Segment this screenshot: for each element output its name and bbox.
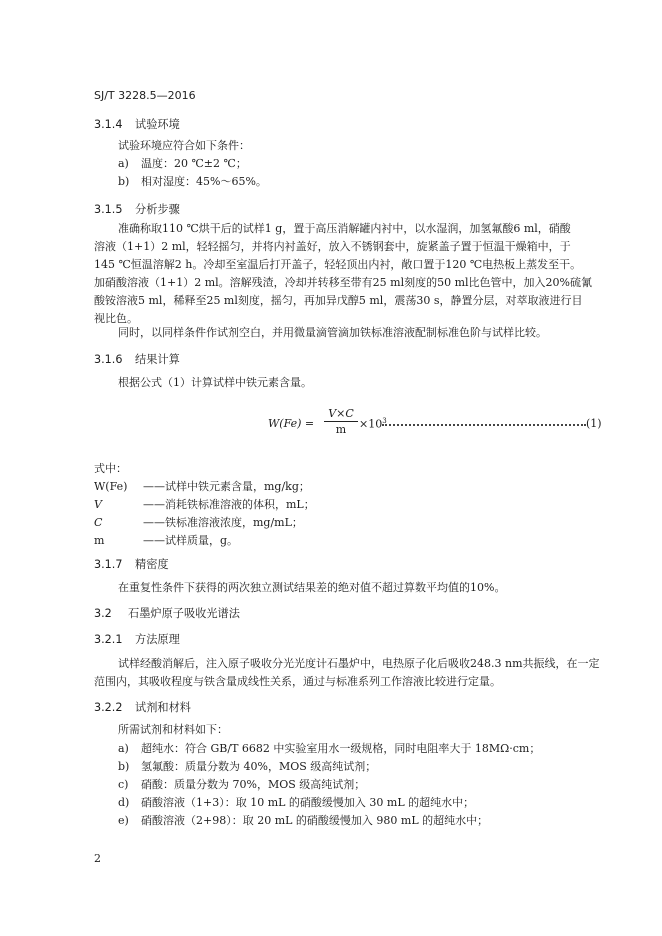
list-text: 相对湿度：45%～65%。 <box>141 175 267 188</box>
variable-definition <box>94 533 238 548</box>
paragraph: 同时，以同样条件作试剂空白，并用微量滴管滴加铁标准溶液配制标准色阶与试样比较。 <box>118 326 547 339</box>
heading-3-1-5 <box>94 202 180 217</box>
dot-leader <box>382 419 586 426</box>
paragraph-line: 试样经酸消解后，注入原子吸收分光光度计石墨炉中，电热原子化后吸收248.3 nm共振线，在一定 <box>118 657 600 670</box>
heading-title: 试验环境 <box>135 118 180 131</box>
where-label: 式中： <box>94 462 127 475</box>
variable-desc: ——试样中铁元素含量，mg/kg； <box>143 480 310 493</box>
list-text: 氢氟酸：质量分数为 40%，MOS 级高纯试剂； <box>141 760 377 773</box>
list-text: 硝酸溶液（1+3）：取 10 mL 的硝酸缓慢加入 30 mL 的超纯水中； <box>141 796 475 809</box>
formula-fraction <box>324 407 358 436</box>
variable-definition <box>94 479 310 494</box>
fraction-bar <box>324 421 358 422</box>
heading-title: 结果计算 <box>135 353 180 366</box>
heading-3-2-2 <box>94 700 191 715</box>
multiplier-exponent: 3 <box>382 417 387 425</box>
paragraph-line: 酸铵溶液5 ml，稀释至25 ml刻度，摇匀，再加异戊醇5 ml，震荡30 s，静置分层，对萃取液进行目 <box>94 294 583 307</box>
variable-symbol: V <box>94 498 102 511</box>
heading-number: 3.1.6 <box>94 353 123 366</box>
list-label: e) <box>118 814 129 827</box>
heading-number: 3.2 <box>94 607 112 620</box>
variable-definition <box>94 497 315 512</box>
variable-definition <box>94 515 303 530</box>
variable-desc: ——试样质量，g。 <box>143 534 239 547</box>
heading-title: 方法原理 <box>135 633 180 646</box>
page-number: 2 <box>94 852 101 865</box>
list-item <box>118 777 365 792</box>
list-label: a) <box>118 742 129 755</box>
heading-title: 试剂和材料 <box>135 701 191 714</box>
list-item <box>118 795 474 810</box>
list-item <box>118 813 488 828</box>
paragraph-line: 溶液（1+1）2 ml，轻轻摇匀，并将内衬盖好，放入不锈钢套中，旋紧盖子置于恒温干燥箱中，于 <box>94 240 571 253</box>
list-text: 超纯水：符合 GB/T 6682 中实验室用水一级规格，同时电阻率大于 18MΩ·cm； <box>141 742 541 755</box>
variable-symbol: W(Fe) <box>94 480 128 493</box>
list-label: a) <box>118 157 129 170</box>
heading-3-2 <box>94 606 240 621</box>
list-text: 硝酸溶液（2+98）：取 20 mL 的硝酸缓慢加入 980 mL 的超纯水中； <box>141 814 489 827</box>
variable-desc: ——铁标准溶液浓度，mg/mL； <box>143 516 303 529</box>
formula-denominator: m <box>335 423 347 436</box>
formula-lhs: W(Fe) = <box>268 417 315 430</box>
paragraph-line: 范围内，其吸收程度与铁含量成线性关系，通过与标准系列工作溶液比较进行定量。 <box>94 675 501 688</box>
formula-1 <box>268 404 608 444</box>
list-text: 温度：20 ℃±2 ℃； <box>141 157 247 170</box>
heading-3-1-7 <box>94 557 169 572</box>
heading-number: 3.2.1 <box>94 633 123 646</box>
heading-3-1-6 <box>94 352 180 367</box>
formula-number: (1) <box>586 417 602 430</box>
formula-numerator: V×C <box>328 407 354 420</box>
variable-symbol: C <box>94 516 103 529</box>
paragraph-line: 视比色。 <box>94 312 138 325</box>
heading-title: 石墨炉原子吸收光谱法 <box>128 607 240 620</box>
list-item <box>118 759 376 774</box>
list-item <box>118 156 247 171</box>
standard-number: SJ/T 3228.5—2016 <box>94 89 196 102</box>
heading-number: 3.1.4 <box>94 118 123 131</box>
paragraph-line: 145 ℃恒温溶解2 h。冷却至室温后打开盖子，轻轻顶出内衬，敞口置于120 ℃电热板上蒸发至干。 <box>94 258 582 271</box>
list-label: d) <box>118 796 130 809</box>
heading-title: 分析步骤 <box>135 203 180 216</box>
paragraph-line: 准确称取110 ℃烘干后的试样1 g，置于高压消解罐内衬中，以水湿润，加氢氟酸6 ml，硝酸 <box>118 222 571 235</box>
list-item <box>118 174 267 189</box>
list-label: b) <box>118 175 130 188</box>
heading-3-2-1 <box>94 632 180 647</box>
paragraph-line: 加硝酸溶液（1+1）2 ml。溶解残渣，冷却并转移至带有25 ml刻度的50 ml比色管中，加入20%硫氰 <box>94 276 592 289</box>
paragraph: 所需试剂和材料如下： <box>118 723 228 736</box>
paragraph: 根据公式（1）计算试样中铁元素含量。 <box>118 376 312 389</box>
heading-number: 3.1.7 <box>94 558 123 571</box>
variable-symbol: m <box>94 534 105 547</box>
list-label: b) <box>118 760 130 773</box>
list-item <box>118 741 540 756</box>
list-label: c) <box>118 778 129 791</box>
variable-desc: ——消耗铁标准溶液的体积，mL； <box>143 498 315 511</box>
heading-number: 3.1.5 <box>94 203 123 216</box>
multiplier-base: ×10 <box>359 417 383 431</box>
heading-title: 精密度 <box>135 558 169 571</box>
heading-3-1-4 <box>94 117 180 132</box>
paragraph: 试验环境应符合如下条件： <box>118 139 250 152</box>
list-text: 硝酸：质量分数为 70%，MOS 级高纯试剂； <box>141 778 366 791</box>
heading-number: 3.2.2 <box>94 701 123 714</box>
paragraph: 在重复性条件下获得的两次独立测试结果差的绝对值不超过算数平均值的10%。 <box>118 581 506 594</box>
